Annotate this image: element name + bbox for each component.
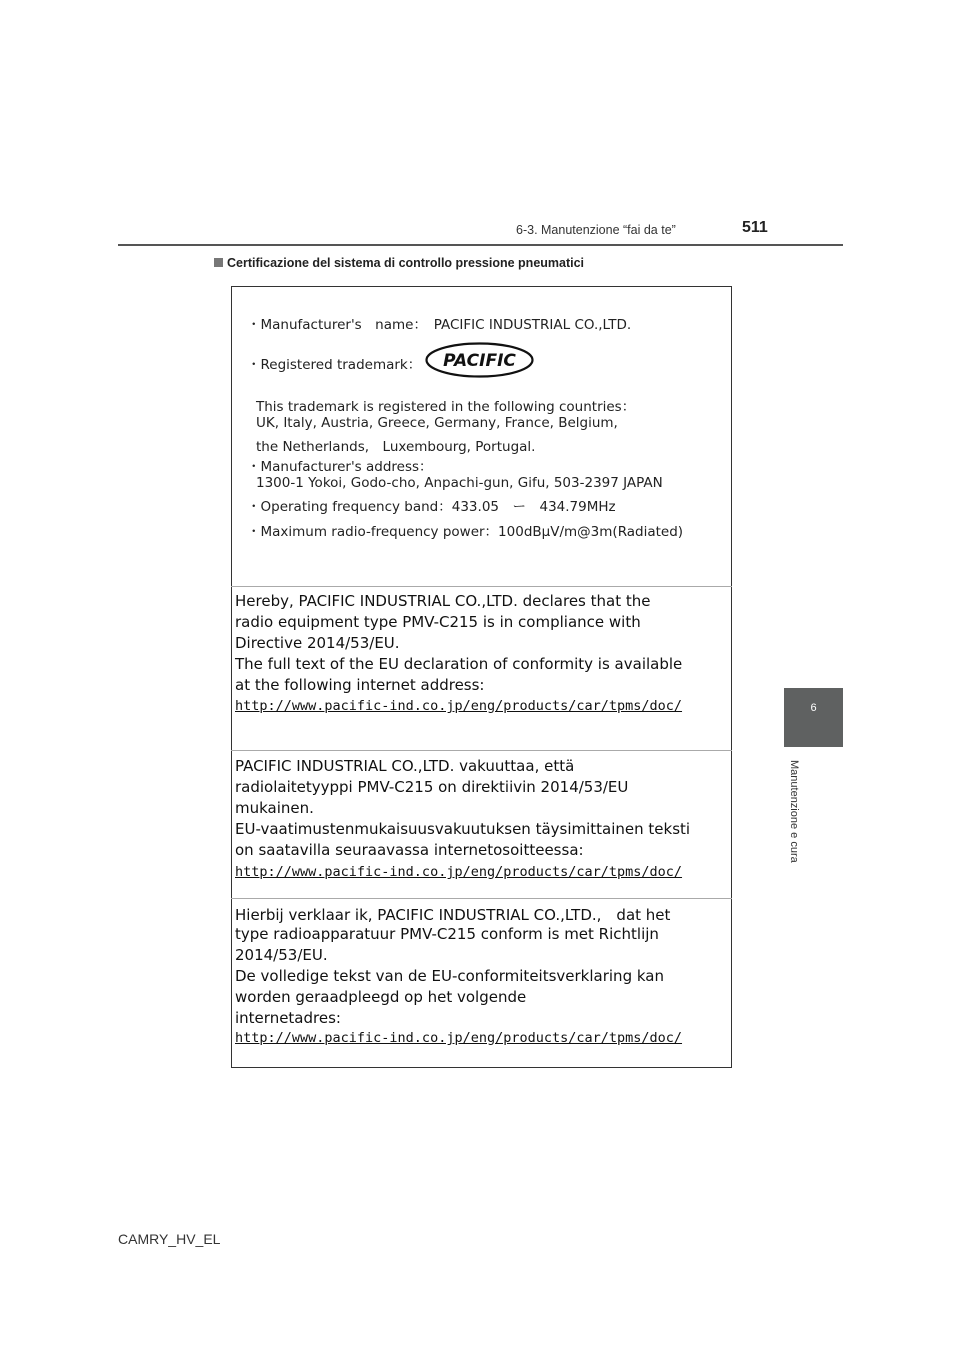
chapter-side-label-text: Manutenzione e cura — [788, 760, 800, 863]
box-divider — [231, 750, 732, 751]
chapter-side-label — [786, 760, 802, 892]
chapter-tab-number: 6 — [810, 702, 817, 714]
declaration-nl-line: De volledige tekst van de EU-conformiteitsverklaring kan — [235, 967, 664, 985]
pacific-logo — [425, 342, 534, 378]
countries-line-1: UK, Italy, Austria, Greece, Germany, France, Belgium, — [256, 415, 618, 431]
page-number: 511 — [742, 219, 768, 236]
declaration-en-line: Directive 2014/53/EU. — [235, 634, 400, 652]
square-bullet-icon — [214, 258, 223, 267]
pacific-logo-text: PACIFIC — [443, 351, 516, 371]
manufacturer-name: ・Manufacturer's name： PACIFIC INDUSTRIAL CO.,LTD. — [247, 317, 632, 333]
section-heading — [214, 256, 584, 270]
declaration-nl-line: Hierbij verklaar ik, PACIFIC INDUSTRIAL CO.,LTD., dat het — [235, 906, 671, 924]
document-footer: CAMRY_HV_EL — [118, 1231, 221, 1247]
declaration-fi-line: EU-vaatimustenmukaisuusvakuutuksen täysimittainen teksti — [235, 820, 691, 838]
declaration-en-url[interactable]: http://www.pacific-ind.co.jp/eng/products/car/tpms/doc/ — [235, 698, 683, 714]
address-text: 1300-1 Yokoi, Godo-cho, Anpachi-gun, Gifu, 503-2397 JAPAN — [256, 475, 663, 491]
trademark-label: ・Registered trademark： — [247, 357, 422, 373]
countries-line-2: the Netherlands, Luxembourg, Portugal. — [256, 439, 536, 455]
declaration-nl-line: 2014/53/EU. — [235, 946, 328, 964]
countries-intro: This trademark is registered in the following countries： — [256, 399, 636, 415]
header-rule — [118, 244, 843, 246]
declaration-nl-line: worden geraadpleegd op het volgende — [235, 988, 527, 1006]
section-heading-text: Certificazione del sistema di controllo pressione pneumatici — [227, 256, 585, 270]
declaration-fi-url[interactable]: http://www.pacific-ind.co.jp/eng/products/car/tpms/doc/ — [235, 864, 683, 880]
declaration-en-line: The full text of the EU declaration of conformity is available — [235, 655, 683, 673]
declaration-fi-line: mukainen. — [235, 799, 314, 817]
box-divider — [231, 586, 732, 587]
declaration-fi-line: PACIFIC INDUSTRIAL CO.,LTD. vakuuttaa, että — [235, 757, 575, 775]
box-divider — [231, 898, 732, 899]
declaration-en-line: radio equipment type PMV-C215 is in compliance with — [235, 613, 641, 631]
frequency-band: ・Operating frequency band：433.05 ー 434.79MHz — [247, 499, 616, 515]
declaration-nl-line: type radioapparatuur PMV-C215 conform is met Richtlijn — [235, 925, 659, 943]
declaration-fi-line: radiolaitetyyppi PMV-C215 on direktiivin 2014/53/EU — [235, 778, 629, 796]
declaration-fi-line: on saatavilla seuraavassa internetosoitteessa: — [235, 841, 584, 859]
address-label: ・Manufacturer's address： — [247, 459, 433, 475]
declaration-en-line: at the following internet address: — [235, 676, 485, 694]
radio-power: ・Maximum radio-frequency power：100dBμV/m@3m(Radiated) — [247, 524, 684, 540]
declaration-nl-url[interactable]: http://www.pacific-ind.co.jp/eng/products/car/tpms/doc/ — [235, 1030, 683, 1046]
running-header-section: 6-3. Manutenzione “fai da te” — [516, 223, 676, 237]
chapter-tab — [784, 688, 843, 747]
declaration-nl-line: internetadres: — [235, 1009, 341, 1027]
declaration-en-line: Hereby, PACIFIC INDUSTRIAL CO.,LTD. declares that the — [235, 592, 651, 610]
